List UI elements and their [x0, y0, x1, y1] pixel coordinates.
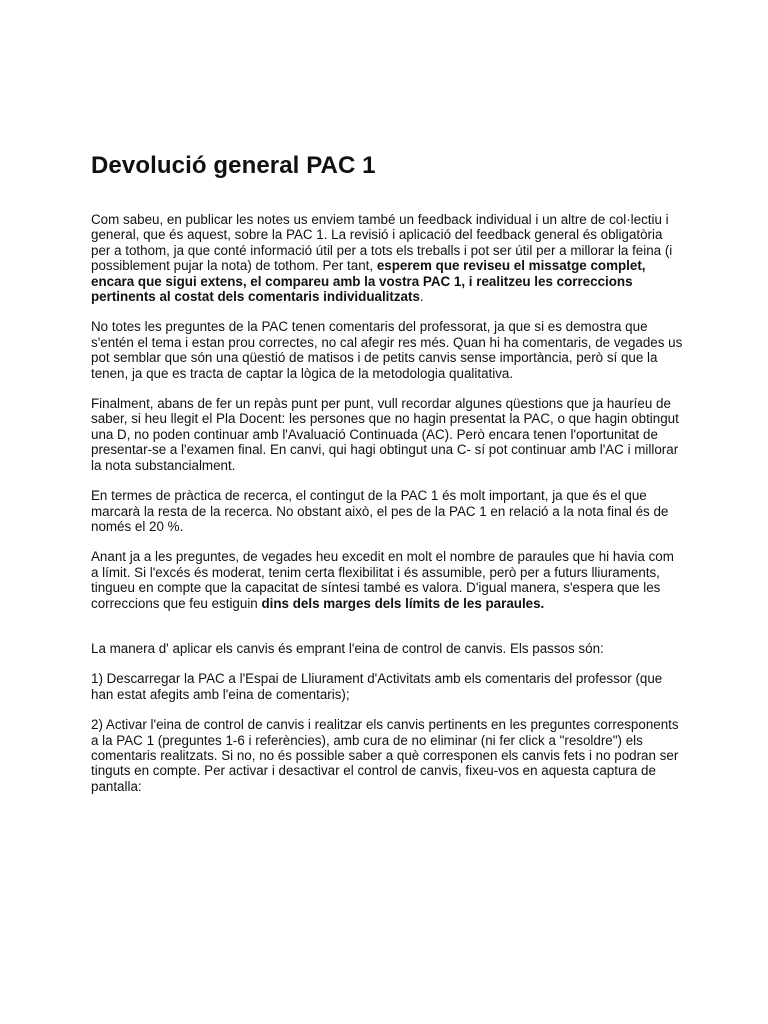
paragraph-text: No totes les preguntes de la PAC tenen comentaris del professorat, ja que si es demostra que s'entén el tema i estan prou correctes, no cal afegir res més. Quan hi ha comentaris, de vegades us pot semblar que són una qüestió de matisos i de petits canvis sense importància, però sí que la tenen, ja que es tracta de captar la lògica de la metodologia qualitativa.: [91, 319, 683, 381]
bold-emphasis: dins dels marges dels límits de les paraules.: [261, 595, 545, 611]
paragraph-text: .: [419, 289, 424, 305]
bold-emphasis: esperem que reviseu el missatge complet, encara que sigui extens, el compareu amb la vostra PAC 1, i realitzeu les correccions pertinents al costat dels comentaris individualitzats: [91, 258, 646, 305]
paragraph-comments: [91, 319, 683, 381]
paragraph-text: La manera d' aplicar els canvis és emprant l'eina de control de canvis. Els passos són:: [91, 640, 604, 656]
paragraph-text: 1) Descarregar la PAC a l'Espai de Lliurament d'Activitats amb els comentaris del professor (que han estat afegits amb l'eina de comentaris);: [91, 671, 663, 702]
document-page: [91, 150, 683, 809]
paragraph-pla-docent: [91, 396, 683, 473]
paragraph-word-limit: [91, 549, 683, 611]
paragraph-text: Com sabeu, en publicar les notes us enviem també un feedback individual i un altre de col·lectiu i general, que és aquest, sobre la PAC 1. La revisió i aplicació del feedback general és obligatòria per a tothom, ja que conté informació útil per a tots els treballs i pot ser útil per a millorar la feina (i possiblement pujar la nota) de tothom. Per tant,: [91, 212, 673, 274]
paragraph-text: En termes de pràctica de recerca, el contingut de la PAC 1 és molt important, ja que és el que marcarà la resta de la recerca. No obstant això, el pes de la PAC 1 en relació a la nota final és de només el 20 %.: [91, 488, 669, 534]
document-title: Devolució general PAC 1: [91, 152, 376, 179]
paragraph-feedback-intro: [91, 212, 683, 304]
paragraph-text: 2) Activar l'eina de control de canvis i realitzar els canvis pertinents en les preguntes corresponents a la PAC 1 (preguntes 1-6 i referències), amb cura de no eliminar (ni fer click a "resoldre") els comentaris realitzats. Si no, no és possible saber a què corresponen els canvis fets i no podran ser tinguts en compte. Per activar i desactivar el control de canvis, fixeu-vos en aquesta captura de pantalla:: [91, 717, 679, 794]
paragraph-text: Finalment, abans de fer un repàs punt per punt, vull recordar algunes qüestions que ja hauríeu de saber, si heu llegit el Pla Docent: les persones que no hagin presentat la PAC, o que hagin obtingut una D, no poden continuar amb l'Avaluació Continuada (AC). Però encara tenen l'oportunitat de presentar-se a l'examen final. En canvi, qui hagi obtingut una C- sí pot continuar amb l'AC i millorar la nota substancialment.: [91, 396, 679, 473]
paragraph-apply-changes: [91, 641, 683, 656]
paragraph-text: Anant ja a les preguntes, de vegades heu excedit en molt el nombre de paraules que hi havia com a límit. Si l'excés és moderat, tenim certa flexibilitat i és assumible, però per a futurs lliuraments, tingueu en compte que la capacitat de síntesi també es valora. D'igual manera, s'espera que les correccions que feu estiguin: [91, 549, 674, 611]
paragraph-step-2: [91, 717, 683, 794]
paragraph-research-practice: [91, 488, 683, 534]
paragraph-step-1: [91, 671, 683, 702]
